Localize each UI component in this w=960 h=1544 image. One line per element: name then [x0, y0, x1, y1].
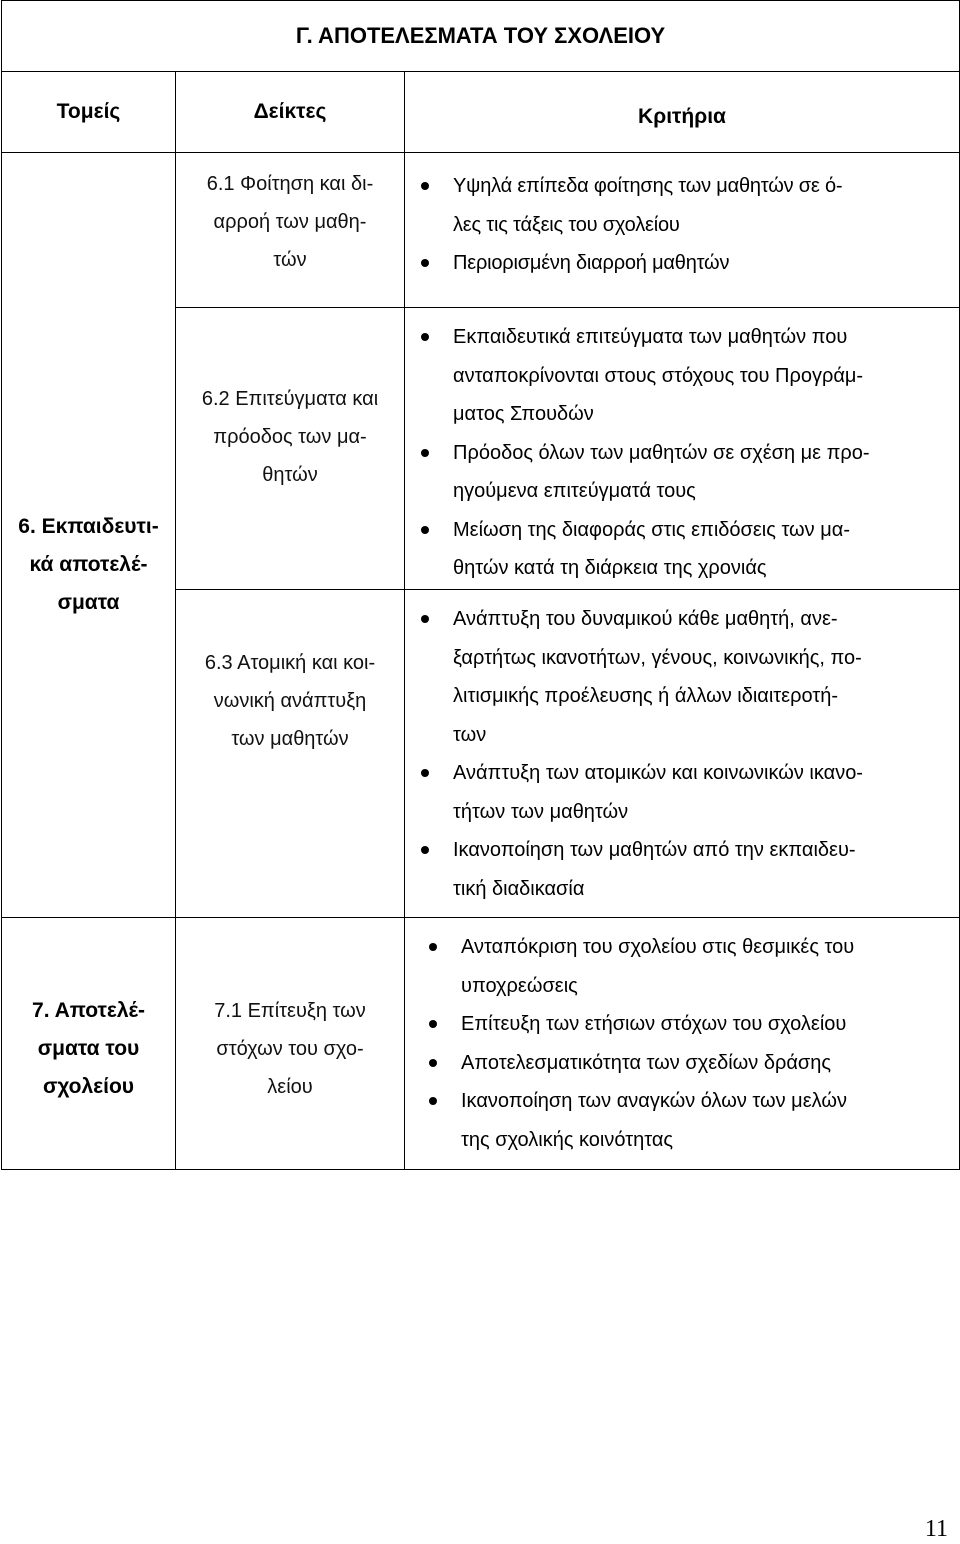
criterion-item: Ικανοποίηση των μαθητών από την εκπαιδευ- τική διαδικασία [405, 831, 959, 908]
sector-line: κά αποτελέ- [29, 553, 148, 576]
sector-7 [2, 918, 176, 1170]
indicator-line: αρροή των μαθη- [213, 211, 367, 233]
criterion-item: Ανταπόκριση του σχολείου στις θεσμικές του υποχρεώσεις [413, 928, 959, 1005]
indicator-line: λείου [267, 1075, 313, 1098]
criterion-item: Ανάπτυξη του δυναμικού κάθε μαθητή, ανε- ξαρτήτως ικανοτήτων, γένους, κοινωνικής, πο- λιτισμικής προέλευσης ή άλλων ιδιαιτεροτή- των [405, 600, 959, 754]
indicator-line: θητών [262, 464, 318, 486]
indicator-line: 6.2 Επιτεύγματα και [201, 388, 379, 410]
criteria-6-2 [405, 308, 960, 590]
criterion-item: Περιορισμένη διαρροή μαθητών [405, 244, 959, 283]
indicator-line: τών [273, 249, 307, 271]
header-criteria: Κριτήρια [405, 72, 960, 153]
indicator-line: 6.3 Ατομική και κοι- [204, 652, 376, 674]
sector-line: σχολείου [42, 1074, 135, 1098]
indicator-line: 7.1 Επίτευξη των [214, 999, 366, 1022]
criteria-6-3 [405, 590, 960, 918]
indicator-6-1 [176, 153, 405, 308]
indicator-line: 6.1 Φοίτηση και δι- [206, 173, 374, 195]
criterion-item: Εκπαιδευτικά επιτεύγματα των μαθητών που ανταποκρίνονται στους στόχους του Προγράμ- ματος Σπουδών [405, 318, 959, 434]
indicator-line: των μαθητών [231, 728, 349, 750]
indicator-6-3 [176, 590, 405, 918]
sector-line: σματα του [37, 1036, 140, 1060]
criterion-item: Ικανοποίηση των αναγκών όλων των μελών της σχολικής κοινότητας [413, 1082, 959, 1159]
criterion-item: Ανάπτυξη των ατομικών και κοινωνικών ικανο- τήτων των μαθητών [405, 754, 959, 831]
indicator-7-1 [176, 918, 405, 1170]
criteria-6-1 [405, 153, 960, 308]
criterion-item: Υψηλά επίπεδα φοίτησης των μαθητών σε ό- λες τις τάξεις του σχολείου [405, 167, 959, 244]
sector-line: σματα [57, 591, 120, 614]
criterion-item: Αποτελεσματικότητα των σχεδίων δράσης [413, 1044, 959, 1083]
criterion-item: Επίτευξη των ετήσιων στόχων του σχολείου [413, 1005, 959, 1044]
header-sectors: Τομείς [2, 72, 176, 153]
indicator-line: νωνική ανάπτυξη [213, 690, 367, 712]
sector-line: 7. Αποτελέ- [32, 998, 145, 1022]
section-title: Γ. ΑΠΟΤΕΛΕΣΜΑΤΑ ΤΟΥ ΣΧΟΛΕΙΟΥ [2, 1, 960, 72]
indicator-line: στόχων του σχο- [216, 1037, 364, 1060]
indicator-line: πρόοδος των μα- [213, 426, 367, 448]
sector-6 [2, 153, 176, 918]
criterion-item: Μείωση της διαφοράς στις επιδόσεις των μα- θητών κατά τη διάρκεια της χρονιάς [405, 511, 959, 588]
criterion-item: Πρόοδος όλων των μαθητών σε σχέση με προ- ηγούμενα επιτεύγματά τους [405, 434, 959, 511]
results-table [1, 0, 960, 1170]
sector-line: 6. Εκπαιδευτι- [18, 515, 159, 538]
page-number: 11 [924, 1516, 948, 1542]
criteria-7-1 [405, 918, 960, 1170]
header-indicators: Δείκτες [176, 72, 405, 153]
indicator-6-2 [176, 308, 405, 590]
